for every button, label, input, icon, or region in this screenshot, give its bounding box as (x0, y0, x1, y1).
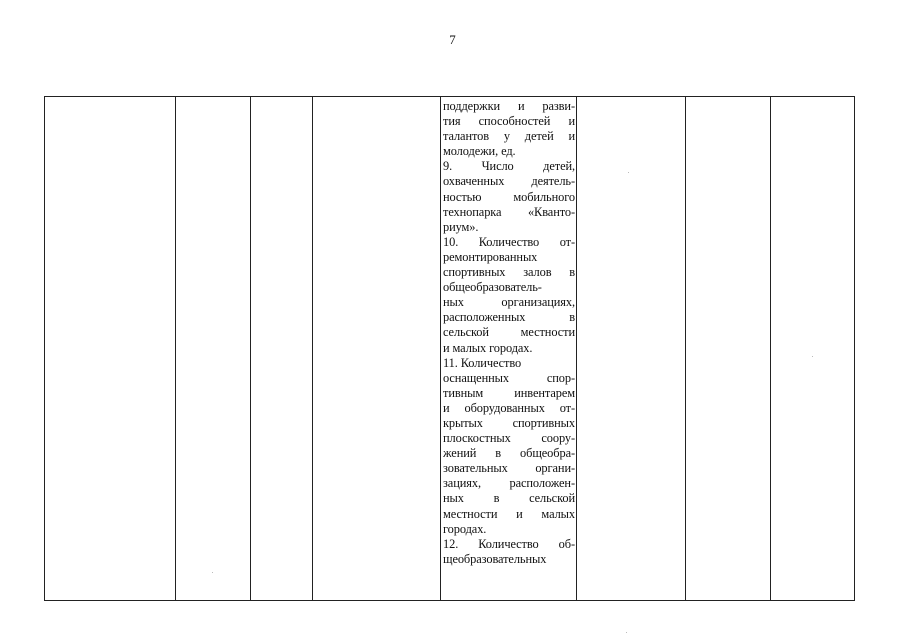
text-line: ностью мобильного (443, 189, 575, 204)
text-line: оснащенных спор- (443, 370, 575, 385)
text-line: зовательных органи- (443, 461, 575, 476)
table-cell-col-1 (45, 97, 176, 601)
text-line: технопарка «Кванто- (443, 204, 575, 219)
scan-speck (812, 356, 813, 357)
text-line: риум». (443, 219, 479, 234)
text-line: 11. Количество (443, 355, 522, 370)
text-line: городах. (443, 521, 487, 536)
text-line: ных в сельской (443, 491, 575, 506)
text-line: тивным инвентарем (443, 385, 575, 400)
text-line: охваченных деятель- (443, 174, 575, 189)
text-line: спортивных залов в (443, 265, 575, 280)
scan-speck (212, 572, 213, 573)
indicators-text (443, 99, 575, 567)
scan-speck (628, 172, 629, 173)
text-line: молодежи, ед. (443, 144, 516, 159)
text-line: 9. Число детей, (443, 159, 575, 174)
text-line: щеобразовательных (443, 551, 547, 566)
scan-speck (626, 632, 627, 633)
table-row (45, 97, 855, 601)
text-line: общеобразователь- (443, 280, 542, 295)
text-line: жений в общеобра- (443, 446, 575, 461)
table-cell-indicators (441, 97, 577, 601)
table-cell-col-4 (313, 97, 441, 601)
text-line: 12. Количество об- (443, 536, 575, 551)
text-line: расположенных в (443, 310, 575, 325)
text-line: тия способностей и (443, 114, 575, 129)
text-line: плоскостных соору- (443, 431, 575, 446)
text-line: крытых спортивных (443, 415, 575, 430)
document-table (44, 96, 855, 601)
table-cell-col-6 (577, 97, 686, 601)
table-cell-col-8 (771, 97, 855, 601)
text-line: местности и малых (443, 506, 575, 521)
text-line: сельской местности (443, 325, 575, 340)
text-line: 10. Количество от- (443, 234, 575, 249)
table-cell-col-2 (176, 97, 251, 601)
text-line: талантов у детей и (443, 129, 575, 144)
text-line: ремонтированных (443, 249, 538, 264)
table-cell-col-3 (251, 97, 313, 601)
text-line: поддержки и разви- (443, 99, 575, 113)
text-line: и малых городах. (443, 340, 533, 355)
text-line: ных организациях, (443, 295, 575, 310)
page-number: 7 (449, 32, 456, 47)
text-line: и оборудованных от- (443, 400, 575, 415)
table-cell-col-7 (686, 97, 771, 601)
text-line: зациях, расположен- (443, 476, 575, 491)
